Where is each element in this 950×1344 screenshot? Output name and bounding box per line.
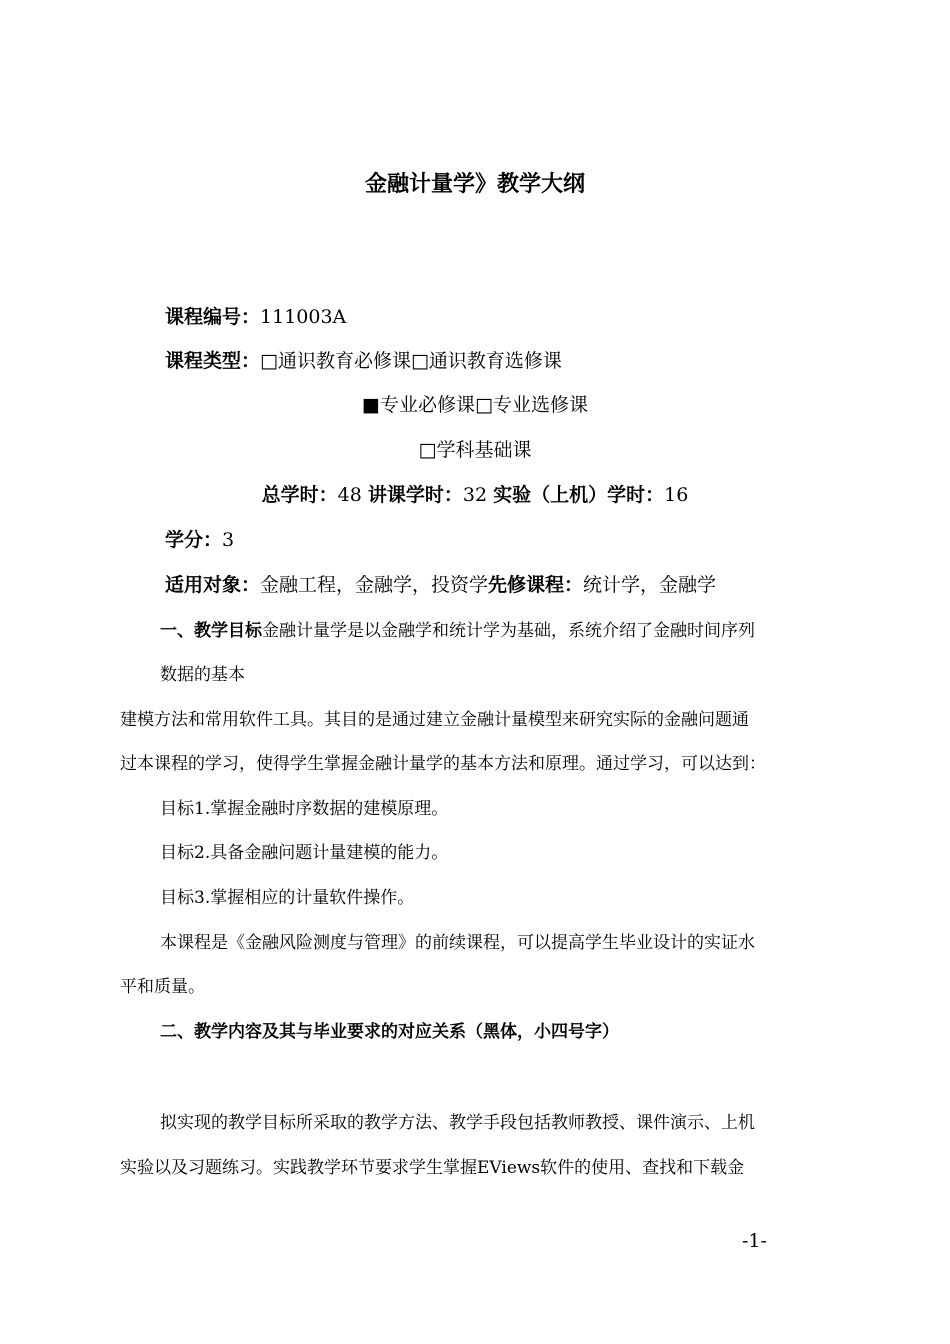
- hours-lecture-label: 讲课学时：: [367, 484, 463, 506]
- credit-label: 学分：: [165, 529, 223, 551]
- prereq-label: 先修课程：: [488, 574, 584, 596]
- goal-item-3: 目标3.掌握相应的计量软件操作。: [160, 888, 415, 908]
- course-code-value: 111003A: [260, 306, 347, 328]
- method-text-1: 拟实现的教学目标所采取的教学方法、教学手段包括教师教授、课件演示、上机: [160, 1113, 755, 1133]
- prereq-value: 统计学，金融学: [583, 574, 717, 596]
- course-type-options-3: □学科基础课: [418, 439, 532, 461]
- goal-item-1: 目标1.掌握金融时序数据的建模原理。: [160, 799, 449, 819]
- hours-total-value: 48: [337, 484, 362, 506]
- section1-text-4: 过本课程的学习，使得学生掌握金融计量学的基本方法和原理。通过学习，可以达到：: [120, 754, 766, 774]
- section1-text-3: 建模方法和常用软件工具。其目的是通过建立金融计量模型来研究实际的金融问题通: [120, 710, 749, 730]
- hours-lab-value: 16: [664, 484, 689, 506]
- follow-course-text-2: 平和质量。: [120, 977, 205, 997]
- method-text-2: 实验以及习题练习。实践教学环节要求学生掌握EViews软件的使用、查找和下载金: [120, 1158, 745, 1178]
- course-type-options-2: ■专业必修课□专业选修课: [362, 394, 588, 416]
- course-code-row: [165, 304, 346, 330]
- page-number: -1-: [742, 1230, 767, 1252]
- hours-row: [0, 482, 950, 508]
- audience-row: [165, 572, 716, 598]
- course-code-label: 课程编号：: [165, 306, 261, 328]
- goal-item-2: 目标2.具备金融问题计量建模的能力。: [160, 843, 449, 863]
- audience-value: 金融工程，金融学，投资学: [260, 574, 489, 596]
- section1-text-2: 数据的基本: [160, 665, 245, 685]
- section1-first-line: [160, 618, 755, 644]
- audience-label: 适用对象：: [165, 574, 261, 596]
- course-type-row: [165, 348, 562, 374]
- follow-course-text-1: 本课程是《金融风险测度与管理》的前续课程，可以提高学生毕业设计的实证水: [160, 933, 755, 953]
- section2-heading: 二、教学内容及其与毕业要求的对应关系（黑体，小四号字）: [160, 1022, 619, 1042]
- section1-text-1: 金融计量学是以金融学和统计学为基础，系统介绍了金融时间序列: [262, 621, 755, 641]
- hours-total-label: 总学时：: [261, 484, 338, 506]
- hours-lab-label: 实验（上机）学时：: [493, 484, 665, 506]
- section1-heading: 一、教学目标: [160, 621, 262, 641]
- course-type-label: 课程类型：: [165, 350, 261, 372]
- credit-value: 3: [222, 529, 235, 551]
- course-type-options-1: □通识教育必修课□通识教育选修课: [260, 350, 562, 372]
- document-title: 金融计量学》教学大纲: [364, 172, 585, 197]
- credit-row: [165, 527, 234, 553]
- hours-lecture-value: 32: [462, 484, 488, 506]
